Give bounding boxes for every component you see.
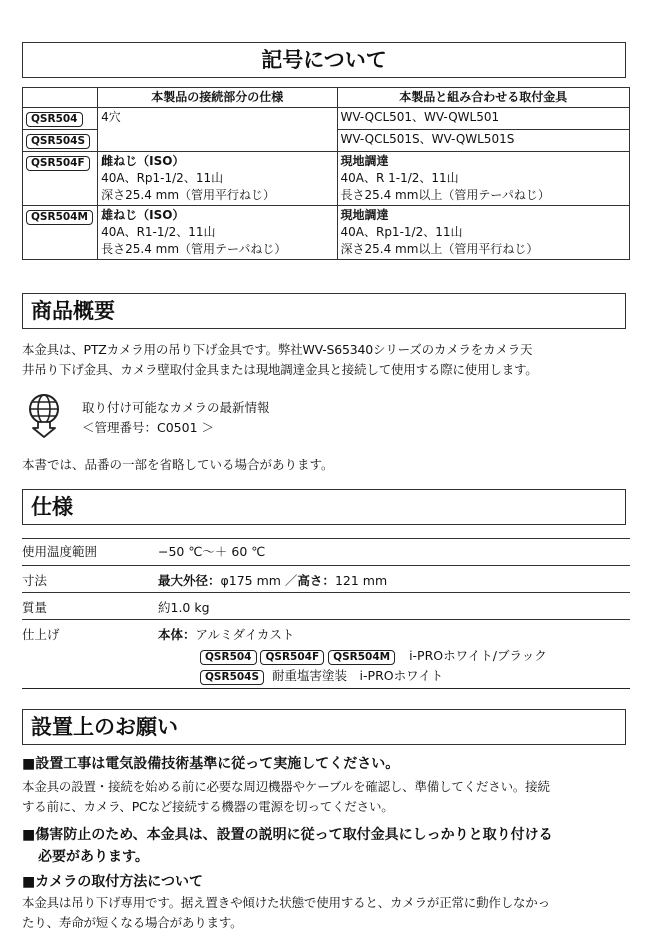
- requests-heading-2: ■傷害防止のため、本金具は、設置の説明に従って取付金具にしっかりと取り付ける 必要があります。: [22, 827, 553, 865]
- model-badge: QSR504: [200, 650, 257, 665]
- mount-heading: 現地調達: [340, 208, 389, 222]
- spec-label: 使用温度範囲: [22, 544, 98, 559]
- symbols-table: [22, 87, 630, 260]
- abbreviation-note: 本書では、品番の一部を省略している場合があります。: [22, 457, 334, 472]
- requests-paragraph-3: 本金具は吊り下げ専用です。据え置きや傾けた状態で使用すると、カメラが正常に動作しなかっ たり、寿命が短くなる場合があります。: [22, 895, 550, 930]
- mount-heading: 現地調達: [340, 154, 389, 168]
- model-badge: QSR504M: [328, 650, 395, 665]
- model-badge: QSR504S: [200, 670, 264, 685]
- spec-text: 4穴: [101, 110, 121, 124]
- globe-download-icon: [24, 392, 64, 438]
- symbols-header-row: [23, 88, 630, 108]
- model-badge: QSR504S: [26, 134, 90, 149]
- header-mount: 本製品と組み合わせる取付金具: [337, 88, 630, 108]
- spec-heading: 雄ねじ（ISO）: [101, 208, 185, 222]
- mount-text: 長さ25.4 mm以上（管用テーパねじ）: [340, 188, 550, 202]
- requests-paragraph-1: 本金具の設置・接続を始める前に必要な周辺機器やケーブルを確認し、準備してください。接続 する前に、カメラ、PCなど接続する機器の電源を切ってください。: [22, 779, 550, 814]
- model-badge: QSR504F: [260, 650, 324, 665]
- spec-value: −50 ℃〜＋ 60 ℃: [158, 544, 266, 559]
- spec-divider: [22, 592, 630, 593]
- manual-page: 記号について 本製品の接続部分の仕様 本製品と組み合わせる取付金具 QSR504 4穴 WV-QCL501、WV-QWL501 QSR504S WV-QCL501S、WV-QWL501S QSR504F 雌ねじ（ISO） 40A、Rp1-1/2、11山 深さ25.4 mm（管用平行ねじ） 現地調達 40A、R 1-1/2、11山 長さ25.4 mm以上（管用テーパねじ） QSR504M 雄ねじ（ISO） 40A、R1-1/2、11山 長さ25.4 mm（管用テーパねじ） 現地調達 40A、Rp1-1/2、11山 深さ25.4 mm以上（管用平行ねじ） 商品概要 本金具は、PTZカメラ用の吊り下げ金具です。弊社WV-S65340シリーズのカメラをカメラ天 井吊り下げ金具、カメラ壁取付金具または現地調達金具と接続して使用する際に使用します。 取り付け可能なカメラの最新情報 ＜管理番号：C0501 ＞ 本書では、品番の一部を省略している場合があります。 仕様 使用温度範囲 −50 ℃〜＋ 60 ℃ 寸法 最大外径：φ175 mm ／高さ：121 mm 質量 約1.0 kg 仕上げ 本体：アルミダイカスト QSR504 QSR504F QSR504M i-PROホワイト/ブラック QSR504S 耐重塩害塗装 i-PROホワイト 設置上のお願い ■設置工事は電気設備技術基準に従って実施してください。 本金具の設置・接続を始める前に必要な周辺機器やケーブルを確認し、準備してください。接続 する前に、カメラ、PCなど接続する機器の電源を切ってください。 ■傷害防止のため、本金具は、設置の説明に従って取付金具にしっかりと取り付ける 必要があります。 ■カメラの取付方法について 本金具は吊り下げ専用です。据え置きや傾けた状態で使用すると、カメラが正常に動作しなかっ たり、寿命が短くなる場合があります。: [0, 0, 660, 936]
- mount-text: WV-QCL501、WV-QWL501: [340, 110, 500, 124]
- table-row: [23, 108, 630, 130]
- finish-color: i-PROホワイト/ブラック: [409, 648, 547, 663]
- spec-label: 寸法: [22, 573, 48, 588]
- spec-title: 仕様: [22, 489, 626, 525]
- spec-value: 約1.0 kg: [158, 600, 210, 615]
- mount-text: 40A、R 1-1/2、11山: [340, 171, 459, 185]
- spec-text: 40A、Rp1-1/2、11山: [101, 171, 224, 185]
- mount-text: WV-QCL501S、WV-QWL501S: [340, 132, 515, 146]
- spec-heading: 雌ねじ（ISO）: [101, 154, 185, 168]
- spec-text: 深さ25.4 mm（管用平行ねじ）: [101, 188, 276, 202]
- header-spec: 本製品の接続部分の仕様: [98, 88, 337, 108]
- symbols-title: 記号について: [22, 42, 626, 78]
- requests-heading-3: ■カメラの取付方法について: [22, 874, 203, 890]
- spec-divider: [22, 619, 630, 620]
- model-badge: QSR504F: [26, 156, 90, 171]
- model-badge: QSR504M: [26, 210, 93, 225]
- spec-label: 質量: [22, 600, 48, 615]
- table-row: [23, 206, 630, 260]
- model-badge: QSR504: [26, 112, 83, 127]
- finish-color: 耐重塩害塗装 i-PROホワイト: [272, 668, 444, 683]
- mount-text: 40A、Rp1-1/2、11山: [340, 225, 463, 239]
- mount-text: 深さ25.4 mm以上（管用平行ねじ）: [340, 242, 539, 256]
- requests-title: 設置上のお願い: [22, 709, 626, 745]
- spec-text: 40A、R1-1/2、11山: [101, 225, 216, 239]
- spec-divider: [22, 688, 630, 689]
- table-row: [23, 152, 630, 206]
- spec-divider: [22, 538, 630, 539]
- spec-text: 長さ25.4 mm（管用テーパねじ）: [101, 242, 287, 256]
- requests-heading-1: ■設置工事は電気設備技術基準に従って実施してください。: [22, 756, 400, 772]
- camera-info-note: 取り付け可能なカメラの最新情報 ＜管理番号：C0501 ＞: [82, 400, 270, 435]
- header-empty: [23, 88, 98, 108]
- spec-label: 仕上げ: [22, 627, 60, 642]
- overview-text: 本金具は、PTZカメラ用の吊り下げ金具です。弊社WV-S65340シリーズのカメラをカメラ天 井吊り下げ金具、カメラ壁取付金具または現地調達金具と接続して使用する際に使用します。: [22, 342, 538, 377]
- overview-title: 商品概要: [22, 293, 626, 329]
- spec-divider: [22, 565, 630, 566]
